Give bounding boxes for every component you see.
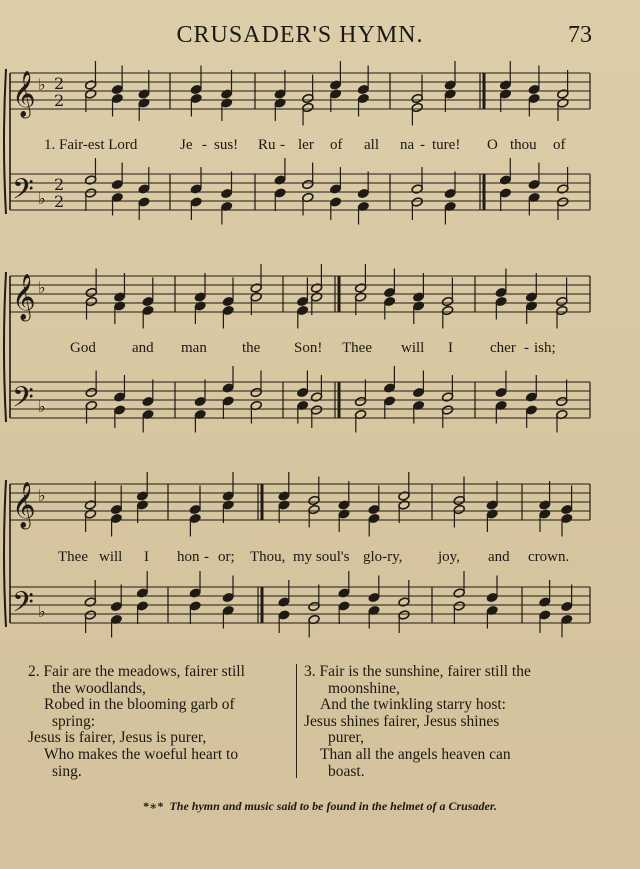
lyric-syllable: the (242, 340, 261, 356)
lyric-syllable: and (132, 340, 154, 356)
footnote-text: The hymn and music said to be found in the helmet of a Crusader. (169, 799, 497, 813)
key-signature-flat: ♭ (38, 397, 46, 416)
key-signature-flat: ♭ (38, 189, 46, 208)
verse-divider (296, 664, 297, 778)
lyric-syllable: - (420, 137, 425, 153)
system-brace (4, 480, 6, 627)
lyric-syllable: na (400, 137, 415, 153)
lyric-syllable: will (99, 549, 123, 565)
lyric-syllable: ler (298, 137, 314, 153)
hymn-title: CRUSADER'S HYMN. (176, 22, 424, 48)
verse-line: Jesus is fairer, Jesus is purer, (28, 729, 207, 747)
page-number: 73 (568, 22, 592, 48)
verse-line: And the twinkling starry host: (320, 696, 506, 714)
lyric-syllable: glo-ry, (363, 549, 403, 565)
lyric-syllable: of (553, 137, 566, 153)
additional-verses (28, 664, 604, 782)
lyric-syllable: hon (177, 549, 200, 565)
key-signature-flat: ♭ (38, 486, 46, 505)
verse-line: spring: (52, 712, 96, 730)
lyric-syllable: ture! (432, 137, 461, 153)
footnote-asterisks: *∗* (143, 799, 164, 813)
lyric-syllable: 1. Fair-est Lord (44, 137, 138, 153)
bass-clef: 𝄢 (12, 381, 34, 421)
lyric-syllable: Thee (58, 549, 88, 565)
system-brace (4, 272, 6, 422)
verse-3 (304, 664, 604, 780)
lyric-syllable: God (70, 340, 96, 356)
lyric-syllable: - (202, 137, 207, 153)
system-brace (4, 69, 6, 214)
verse-line: Than all the angels heaven can (320, 745, 511, 763)
lyric-syllable: Son! (294, 340, 323, 356)
lyric-syllable: Ru (258, 137, 276, 153)
verse-line: Robed in the blooming garb of (44, 696, 235, 714)
lyric-syllable: sus! (214, 137, 239, 153)
lyric-syllable: - (524, 340, 529, 356)
verse-line: boast. (328, 762, 365, 780)
treble-clef: 𝄞 (12, 71, 36, 117)
verse-line: moonshine, (328, 679, 400, 697)
lyric-syllable: I (144, 549, 149, 565)
lyric-syllable: O (487, 137, 498, 153)
lyric-syllable: Je (180, 137, 193, 153)
bass-clef: 𝄢 (12, 586, 34, 626)
treble-clef: 𝄞 (12, 482, 36, 528)
verse-line: Who makes the woeful heart to (44, 745, 239, 763)
verse-line: 2. Fair are the meadows, fairer still (28, 663, 245, 680)
verse-2 (28, 664, 290, 780)
lyric-syllable: joy, (438, 549, 460, 565)
verse-line: the woodlands, (52, 679, 146, 697)
lyric-syllable: ish; (534, 340, 556, 356)
lyric-syllable: crown. (528, 549, 570, 565)
time-signature-bottom: 2 (54, 192, 65, 211)
verse-line: sing. (52, 762, 82, 780)
key-signature-flat: ♭ (38, 602, 46, 621)
verse-line: Jesus shines fairer, Jesus shines (304, 712, 500, 730)
verse-line: purer, (328, 729, 364, 747)
key-signature-flat: ♭ (38, 75, 46, 94)
treble-clef: 𝄞 (12, 274, 36, 320)
lyric-syllable: Thou, (250, 549, 286, 565)
bass-clef: 𝄢 (12, 173, 34, 213)
lyric-syllable: will (401, 340, 425, 356)
key-signature-flat: ♭ (38, 278, 46, 297)
time-signature-top: 2 (54, 74, 65, 93)
lyric-syllable: my soul's (293, 549, 350, 565)
time-signature-top: 2 (54, 175, 65, 194)
lyric-syllable: Thee (342, 340, 372, 356)
lyric-syllable: I (448, 340, 453, 356)
verse-line: 3. Fair is the sunshine, fairer still the (304, 663, 531, 680)
lyric-syllable: thou (510, 137, 537, 153)
lyric-syllable: - (280, 137, 285, 153)
lyric-syllable: and (488, 549, 510, 565)
time-signature-bottom: 2 (54, 91, 65, 110)
lyric-syllable: or; (218, 549, 235, 565)
lyric-syllable: - (204, 549, 209, 565)
lyric-syllable: man (181, 340, 207, 356)
footnote (0, 799, 640, 814)
lyric-syllable: all (364, 137, 379, 153)
lyric-syllable: of (330, 137, 343, 153)
lyric-syllable: cher (490, 340, 516, 356)
